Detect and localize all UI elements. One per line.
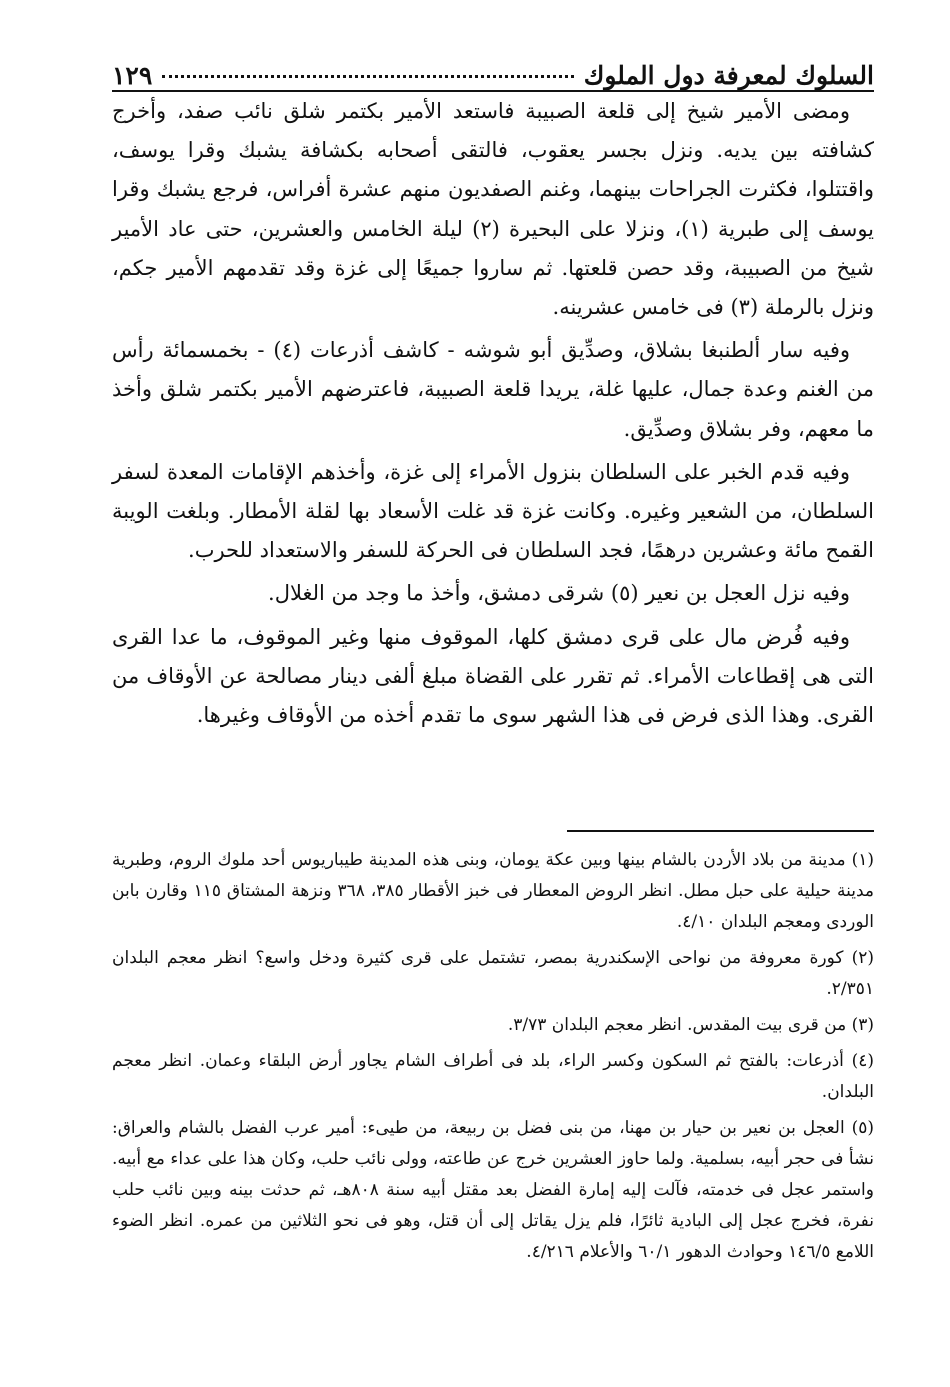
paragraph: وفيه سار ألطنبغا بشلاق، وصدِّيق أبو شوشه - كاشف أذرعات (٤) - بخمسمائة رأس من الغنم وعدة جمال، عليها غلة، يريدا قلعة الصبيبة، فاعترضهم الأمير بكتمر شلق وأخذ ما معهم، وفر بشلاق وصدِّيق. xyxy=(112,338,874,441)
footnote: (١) مدينة من بلاد الأردن بالشام بينها وبين عكة يومان، وبنى هذه المدينة طيباريوس أحد ملوك الروم، وطبرية مدينة حيلية على حبل مطل. انظر الروض المعطار فى خبز الأقطار ٣٨٥، ٣٦٨ ونزهة المشتاق ١١٥ وقارن بابن الوردى ومعجم البلدان ٤/١٠. xyxy=(112,850,874,932)
paragraph: وفيه فُرض مال على قرى دمشق كلها، الموقوف منها وغير الموقوف، ما عدا القرى التى هى إقطاعات الأمراء. ثم تقرر على القضاة مبلغ ألفى دينار مصالحة عن الأوقاف من القرى. وهذا الذى فرض فى هذا الشهر سوى ما تقدم أخذه من الأوقاف وغيرها. xyxy=(112,624,874,728)
header-title: السلوك لمعرفة دول الملوك xyxy=(583,61,874,90)
running-header xyxy=(112,46,874,92)
footnotes xyxy=(112,845,874,1273)
footnote: (٤) أذرعات: بالفتح ثم السكون وكسر الراء، بلد فى أطراف الشام يجاور أرض البلقاء وعمان. انظر معجم البلدان. xyxy=(112,1051,874,1102)
footnote: (٢) كورة معروفة من نواحى الإسكندرية بمصر، تشتمل على قرى كثيرة ودخل واسع؟ انظر معجم البلدان ٢/٣٥١. xyxy=(112,948,874,999)
paragraph: وفيه نزل العجل بن نعير (٥) شرقى دمشق، وأخذ ما وجد من الغلال. xyxy=(268,581,850,606)
page-number: ١٢٩ xyxy=(112,61,153,90)
header-leader-dots xyxy=(162,75,573,78)
footnote: (٣) من قرى بيت المقدس. انظر معجم البلدان ٣/٧٣. xyxy=(507,1015,874,1035)
footnote-separator xyxy=(567,830,874,832)
paragraph: وفيه قدم الخبر على السلطان بنزول الأمراء إلى غزة، وأخذهم الإقامات المعدة لسفر السلطان، من الشعير وغيره. وكانت غزة قد غلت الأسعاد بها لقلة الأمطار. وبلغت الويبة القمح مائة وعشرين درهمًا، فجد السلطان فى الحركة للسفر والاستعداد للحرب. xyxy=(112,459,874,563)
paragraph: ومضى الأمير شيخ إلى قلعة الصبيبة فاستعد الأمير بكتمر شلق نائب صفد، وأخرج كشافته بين يديه. ونزل بجسر يعقوب، فالتقى أصحابه بكشافة يشبك وقرا يوسف، واقتتلوا، فكثرت الجراحات بينهما، وغنم الصفديون منهم عشرة أفراس، فرجع يشبك وقرا يوسف إلى طبرية (١)، ونزلا على البحيرة (٢) ليلة الخامس والعشرين، حتى عاد الأمير شيخ من الصبيبة، وقد حصن قلعتها. ثم ساروا جميعًا إلى غزة وقد تقدمهم الأمير جكم، ونزل بالرملة (٣) فى خامس عشرينه. xyxy=(112,99,875,320)
footnote: (٥) العجل بن نعير بن حيار بن مهنا، من بنى فضل بن ربيعة، من طيىء: أمير عرب الفضل بالشام والعراق: نشأ فى حجر أبيه، بسلمية. ولما حاوز العشرين خرج عن طاعته، وولى نائب حلب، وكان هذا على عداء مع أبيه. واستمر عجل فى خدمته، فآلت إليه إمارة الفضل بعد مقتل أبيه سنة ٨٠٨هـ، ثم حدثت بينه وبين نائب حلب نفرة، فخرج عجل إلى البادية ثائرًا، فلم يزل يقاتل إلى أن قتل، وهو فى نحو الثلاثين من عمره. انظر الضوء اللامع ١٤٦/٥ وحوادث الدهور ٦٠/١ والأعلام ٤/٢١٦. xyxy=(112,1118,874,1262)
main-text xyxy=(112,92,874,739)
